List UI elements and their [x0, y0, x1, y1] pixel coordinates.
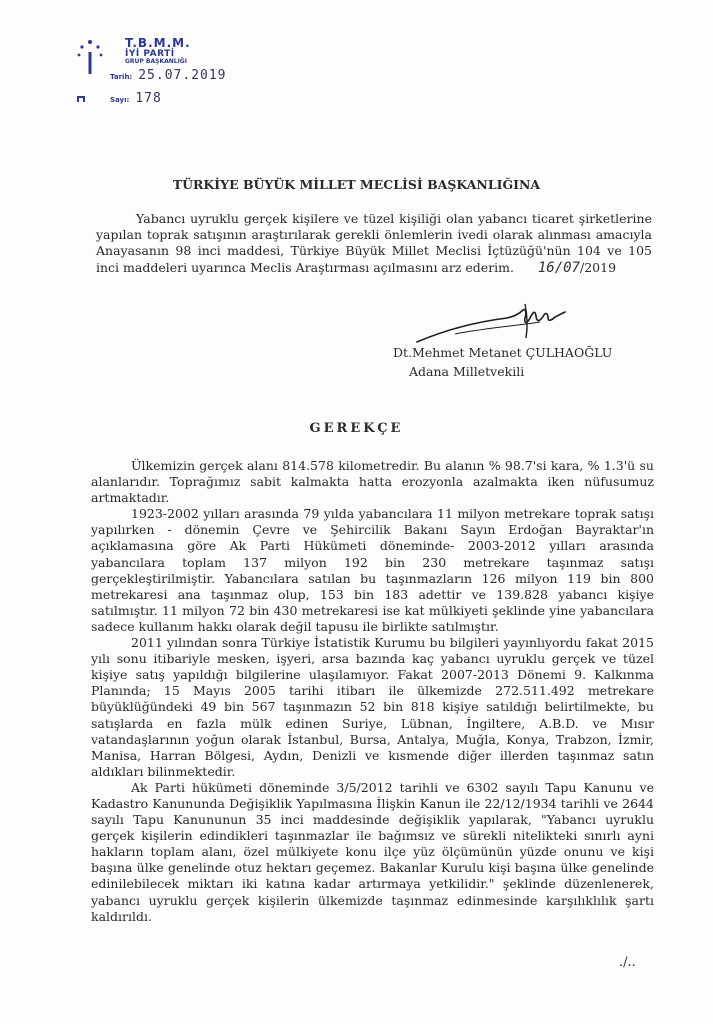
party-logo-icon — [77, 38, 103, 102]
stamp-date-label: Tarih: — [110, 73, 133, 81]
stamp-number-label: Sayı: — [110, 96, 130, 104]
handwritten-signature — [415, 300, 575, 350]
document-title: TÜRKİYE BÜYÜK MİLLET MECLİSİ BAŞKANLIĞINA — [172, 177, 541, 192]
intro-paragraph — [96, 211, 652, 276]
stamp-date-row — [110, 68, 227, 83]
stamp-group: GRUP BAŞKANLIĞI — [125, 58, 187, 65]
reasoning-paragraph: 2011 yılından sonra Türkiye İstatistik Kurumu bu bilgileri yayınlıyordu fakat 2015 yılı sonu itibariyle mesken, işyeri, arsa bazında kaç yabancı uyruklu gerçek ve tüzel kişiye satış yapıldığı bilgilerine ulaşılamıyor. Fakat 2007-2013 Dönemi 9. Kalkınma Planında; 15 Mayıs 2005 tarihi itibarı ile ülkemizde 272.511.492 metrekare büyüklüğündeki 49 bin 567 taşınmazın 52 bin 818 kişiye satıldığı belirtilmekte, bu satışlarda en fazla mülk edinen Suriye, Lübnan, İngiltere, A.B.D. ve Mısır vatandaşlarının yoğun olarak İstanbul, Bursa, Antalya, Muğla, Konya, Trabzon, İzmir, Manisa, Harran Bölgesi, Aydın, Denizli ve kısmende diğer illerden taşınmaz satın aldıkları bilinmektedir. — [91, 635, 654, 779]
reasoning-body — [91, 458, 654, 925]
reasoning-paragraph: Ak Parti hükümeti döneminde 3/5/2012 tarihli ve 6302 sayılı Tapu Kanunu ve Kadastro Kanununda Değişiklik Yapılmasına İlişkin Kanun ile 22/12/1934 tarihli ve 2644 sayılı Tapu Kanununun 35 inci maddesinde değişiklik yapılarak, "Yabancı uyruklu gerçek kişilerin edindikleri taşınmazlar ile bağımsız ve sürekli nitelikteki sınırlı ayni hakların toplam alanı, özel mülkiyete konu ilçe yüz ölçümünün yüzde onunu ve kişi başına ülke genelinde otuz hektarı geçemez. Bakanlar Kurulu kişi başına ülke genelinde edinilebilecek miktarı iki katına kadar artırmaya yetkilidir." şeklinde düzenlenerek, yabancı uyruklu gerçek kişilerin ülkemizde taşınmaz edinmesinde karşılıklılık şartı kaldırıldı. — [91, 779, 654, 924]
reasoning-paragraph: 1923-2002 yılları arasında 79 yılda yabancılara 11 milyon metrekare toprak satışı yapılırken - dönemin Çevre ve Şehircilik Bakanı Sayın Erdoğan Bayraktar'ın açıklamasına göre Ak Parti Hükümeti döneminde- 2003-2012 yılları arasında yabancılara toplam 137 milyon 192 bin 230 metrekare taşınmaz satışı gerçekleştirilmiştir. Yabancılara satılan bu taşınmazların 126 milyon 119 bin 800 metrekaresi ana taşınmaz olup, 153 bin 183 adettir ve 139.828 yabancı kişiye satılmıştır. 11 milyon 72 bin 430 metrekaresi ise kat mülkiyeti şeklinde yine yabancılara sadece kullanım hakkı olarak değil tapusu ile birlikte satılmıştır. — [91, 506, 654, 634]
signer-name: Dt.Mehmet Metanet ÇULHAOĞLU — [393, 345, 613, 360]
signer-region: Adana Milletvekili — [409, 364, 525, 379]
stamp-number-value: 178 — [135, 91, 162, 106]
stamp-number-row — [110, 91, 162, 106]
reasoning-heading: GEREKÇE — [309, 421, 404, 436]
stamp-title: T.B.M.M. — [125, 36, 191, 50]
intro-date-year: /2019 — [580, 259, 617, 275]
page-continuation-mark: ./.. — [619, 955, 636, 970]
registry-stamp — [75, 36, 275, 116]
handwritten-date: 16/07 — [537, 259, 580, 276]
stamp-party: İYİ PARTİ — [125, 49, 175, 59]
stamp-date-value: 25.07.2019 — [138, 68, 227, 83]
intro-text: Yabancı uyruklu gerçek kişilere ve tüzel kişiliği olan yabancı ticaret şirketlerine yapılan toprak satışının araştırılarak gerekli önlemlerin ivedi olarak alınması amacıyla Anayasanın 98 inci maddesi, Türkiye Büyük Millet Meclisi İçtüzüğü'nün 104 ve 105 inci maddeleri uyarınca Meclis Araştırması açılmasını arz ederim. — [96, 211, 652, 275]
reasoning-paragraph: Ülkemizin gerçek alanı 814.578 kilometredir. Bu alanın % 98.7'si kara, % 1.3'ü su alanlarıdır. Toprağımız sabit kalmakta hatta erozyonla azalmakta iken nüfusumuz artmaktadır. — [91, 458, 654, 506]
